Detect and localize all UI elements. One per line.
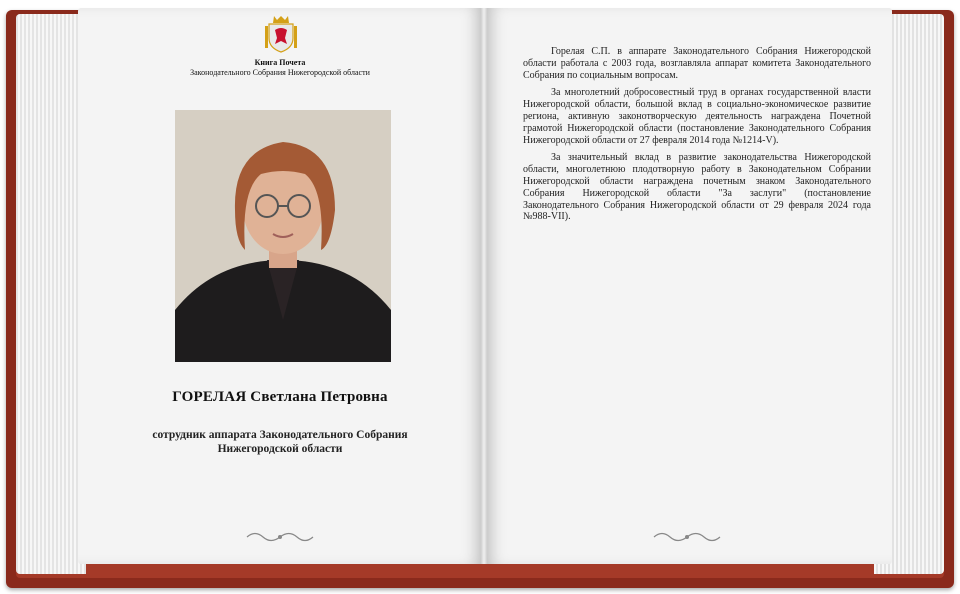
- person-position: [120, 428, 440, 456]
- bio-paragraph-2: За многолетний добросовестный труд в органах государственной власти Нижегородской области, большой вклад в социально-экономическое развитие региона, активную законотворческую деятельность награждена Почетной грамотой Нижегородской области (постановление Законодательного Собрания Нижегородской области от 27 февраля 2014 года №1214-V).: [523, 87, 871, 146]
- biography-text: [523, 46, 871, 229]
- person-name: ГОРЕЛАЯ Светлана Петровна: [172, 389, 388, 405]
- ornament-icon: [245, 528, 315, 546]
- ornament-icon: [652, 528, 722, 546]
- bio-paragraph-1: Горелая С.П. в аппарате Законодательного Собрания Нижегородской области работала с 2003 года, возглавляла аппарат комитета Законодательного Собрания по социальным вопросам.: [523, 46, 871, 81]
- position-line-1: сотрудник аппарата Законодательного Собрания: [152, 429, 408, 441]
- page-edges-left: [16, 14, 86, 574]
- coat-of-arms-icon: [264, 14, 298, 54]
- position-line-2: Нижегородской области: [217, 443, 343, 455]
- bio-paragraph-3: За значительный вклад в развитие законодательства Нижегородской области, многолетнюю плодотворную работу в Законодательном Собрании Нижегородской области награждена почетным знаком Законодательного Собрания Нижегородской области "За заслуги" (постановление Законодательного Собрания Нижегородской области от 29 февраля 2024 года №988-VII).: [523, 152, 871, 223]
- book-spine: [481, 8, 487, 564]
- book-title: Книга Почета: [254, 58, 306, 67]
- book-subtitle: Законодательного Собрания Нижегородской области: [190, 68, 370, 77]
- portrait-photo: [175, 110, 391, 362]
